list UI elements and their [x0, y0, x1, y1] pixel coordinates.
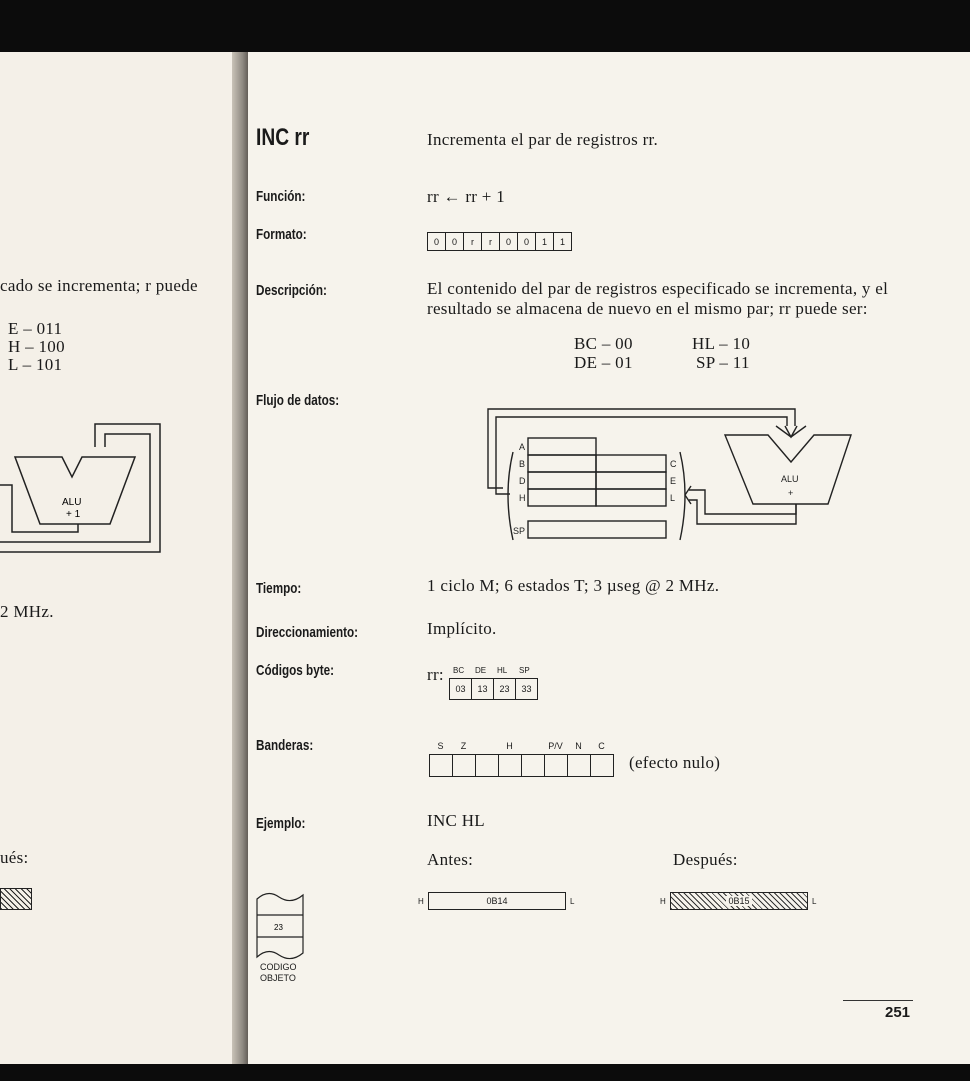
- left-alu-label: ALU: [62, 497, 82, 508]
- pair-code: DE – 01: [574, 353, 633, 372]
- instruction-title: INC rr: [256, 124, 310, 151]
- left-reg: H – 100: [8, 337, 65, 356]
- object-code-caption: [260, 962, 297, 984]
- after-register-value: 0B15: [728, 896, 750, 906]
- example-after-label: Después:: [673, 850, 738, 869]
- reg-label-b: B: [519, 459, 526, 469]
- flag-register: [430, 754, 614, 777]
- reg-label-d: D: [519, 476, 526, 486]
- data-flow-diagram: [483, 404, 858, 549]
- left-reg: L – 101: [8, 355, 63, 374]
- codigos-header: HL: [497, 666, 508, 675]
- codigos-header: SP: [519, 666, 530, 675]
- flag-name: S: [437, 741, 444, 751]
- reg-label-a: A: [519, 442, 526, 452]
- after-register: [670, 892, 808, 910]
- left-alu-op: + 1: [66, 509, 81, 520]
- label-descripcion: Descripción:: [256, 282, 327, 299]
- funcion-value: rr ← rr + 1: [427, 187, 506, 206]
- left-after-register: [0, 888, 32, 910]
- reg-label-sp: SP: [513, 526, 526, 536]
- pair-code: SP – 11: [696, 353, 750, 372]
- descripcion-line: resultado se almacena de nuevo en el mismo par; rr puede ser:: [427, 299, 868, 318]
- codigos-prefix: rr:: [427, 665, 444, 684]
- codigos-header: DE: [475, 666, 487, 675]
- pair-codes: [574, 334, 750, 372]
- label-codigos: Códigos byte:: [256, 662, 334, 679]
- right-page: [248, 52, 970, 1064]
- after-reg-l: L: [812, 897, 817, 906]
- before-reg-l: L: [570, 897, 575, 906]
- alu-label: ALU: [781, 474, 799, 484]
- label-tiempo: Tiempo:: [256, 580, 302, 597]
- left-after-label: ués:: [0, 848, 29, 867]
- label-direccionamiento: Direccionamiento:: [256, 624, 359, 641]
- before-register: 0B14: [428, 892, 566, 910]
- left-register-list: [8, 320, 65, 374]
- after-reg-h: H: [660, 897, 666, 906]
- object-code-value: 23: [274, 923, 283, 932]
- object-code-icon: [253, 887, 308, 962]
- flag-name: N: [575, 741, 582, 751]
- flag-name: C: [598, 741, 605, 751]
- left-page-fragment: [0, 52, 243, 1064]
- format-bit: r: [463, 232, 482, 251]
- label-banderas: Banderas:: [256, 737, 314, 754]
- codigos-value: 03: [449, 678, 472, 700]
- left-timing: 2 MHz.: [0, 602, 54, 621]
- descripcion-text: [427, 279, 888, 319]
- codigos-value: 33: [515, 678, 538, 700]
- reg-label-l: L: [670, 493, 676, 503]
- flag-name: [521, 741, 544, 751]
- codigos-table: [450, 678, 538, 700]
- direccionamiento-value: Implícito.: [427, 619, 497, 638]
- format-bit: 1: [535, 232, 554, 251]
- pair-code: BC – 00: [574, 334, 633, 353]
- flag-cell: [521, 754, 545, 777]
- label-flujo: Flujo de datos:: [256, 392, 340, 409]
- page-number: 251: [885, 1004, 911, 1021]
- format-bit: 0: [499, 232, 518, 251]
- flag-cell: [475, 754, 499, 777]
- opcode-format: [428, 232, 572, 251]
- label-ejemplo: Ejemplo:: [256, 815, 306, 832]
- codigos-value: 23: [493, 678, 516, 700]
- flag-name: Z: [460, 741, 467, 751]
- object-code-caption-line: CODIGO: [260, 962, 297, 972]
- example-before-label: Antes:: [427, 850, 474, 869]
- reg-label-e: E: [670, 476, 677, 486]
- left-alu-diagram: [0, 417, 170, 577]
- codigos-headers: [453, 666, 541, 675]
- reg-label-c: C: [670, 459, 677, 469]
- left-reg: E – 011: [8, 319, 63, 338]
- left-text-line: cado se incrementa; r puede: [0, 276, 198, 295]
- descripcion-line: El contenido del par de registros especificado se incrementa, y el: [427, 279, 889, 298]
- format-bit: r: [481, 232, 500, 251]
- before-reg-h: H: [418, 897, 424, 906]
- format-bit: 0: [427, 232, 446, 251]
- reg-label-h: H: [519, 493, 526, 503]
- page-number-rule: [843, 1000, 913, 1001]
- flag-names: [429, 741, 613, 751]
- flags-note: (efecto nulo): [629, 753, 721, 772]
- flag-cell: [567, 754, 591, 777]
- flag-name: [475, 741, 498, 751]
- instruction-summary: Incrementa el par de registros rr.: [427, 130, 659, 149]
- flag-cell: [429, 754, 453, 777]
- flag-name: H: [506, 741, 513, 751]
- flag-name: P/V: [548, 741, 563, 751]
- format-bit: 1: [553, 232, 572, 251]
- flag-cell: [452, 754, 476, 777]
- flag-cell: [544, 754, 568, 777]
- label-formato: Formato:: [256, 226, 307, 243]
- pair-code: HL – 10: [692, 334, 751, 353]
- alu-op: +: [788, 488, 794, 498]
- flag-cell: [590, 754, 614, 777]
- flag-cell: [498, 754, 522, 777]
- codigos-value: 13: [471, 678, 494, 700]
- example-instruction: INC HL: [427, 811, 485, 830]
- tiempo-value: 1 ciclo M; 6 estados T; 3 µseg @ 2 MHz.: [427, 576, 720, 595]
- format-bit: 0: [517, 232, 536, 251]
- object-code-caption-line: OBJETO: [260, 973, 296, 983]
- label-funcion: Función:: [256, 188, 306, 205]
- format-bit: 0: [445, 232, 464, 251]
- codigos-header: BC: [453, 666, 465, 675]
